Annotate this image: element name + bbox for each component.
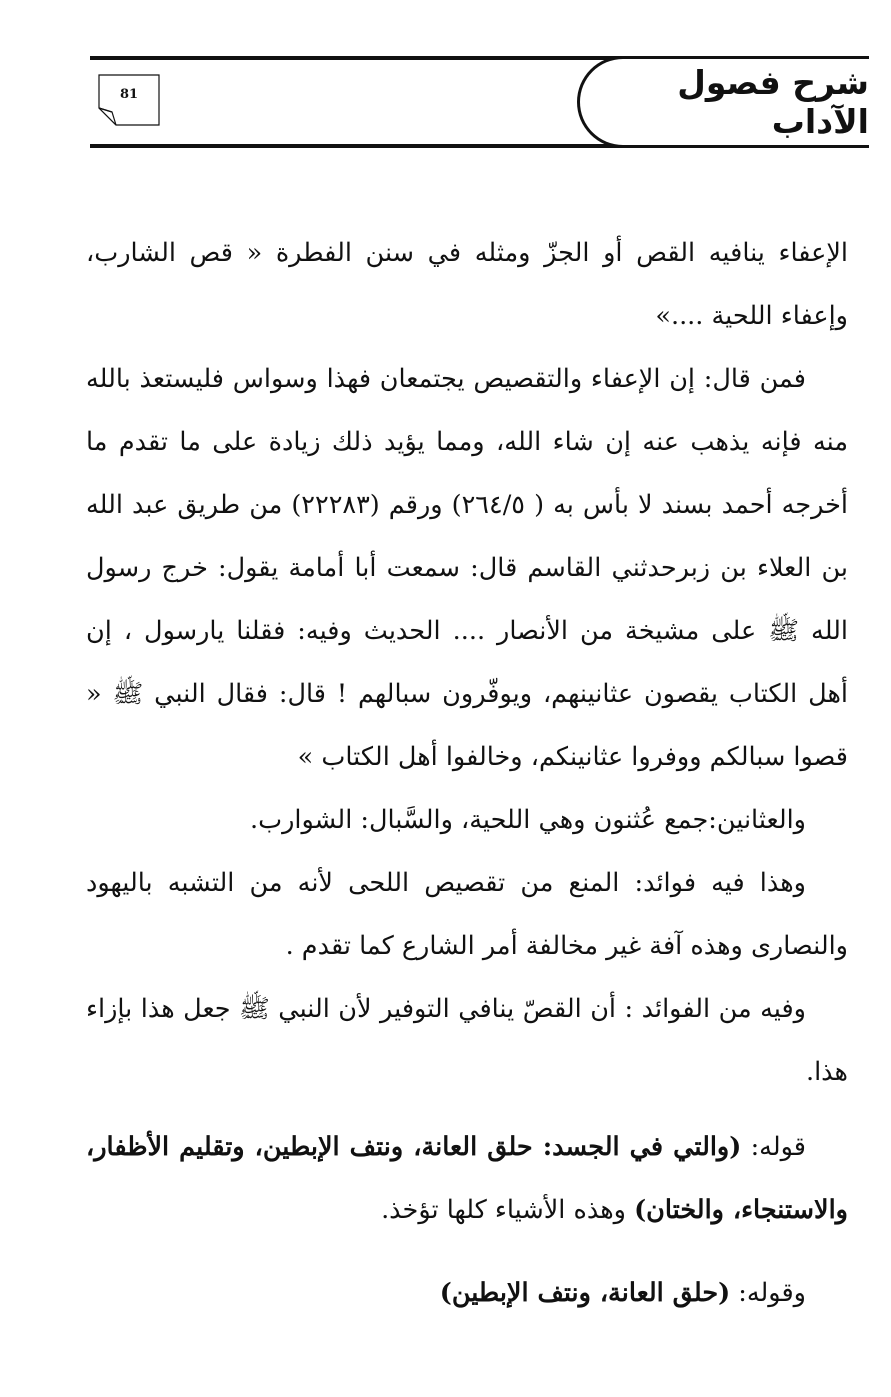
paragraph-2: فمن قال: إن الإعفاء والتقصيص يجتمعان فهذا وسواس فليستعذ بالله منه فإنه يذهب عنه إن شاء الله، ومما يؤيد ذلك زيادة على ما تقدم ما أخرجه أحمد بسند لا بأس به ( ٢٦٤/٥) ورقم (٢٢٢٨٣) من طريق عبد الله بن العلاء بن زبرحدثني القاسم قال: سمعت أبا أمامة يقول: خرج رسول الله ﷺ على مشيخة من الأنصار .... الحديث وفيه: فقلنا يارسول ، إن أهل الكتاب يقصون عثانينهم، ويوفّرون سبالهم ! قال: فقال النبي ﷺ « قصوا سبالكم ووفروا عثانينكم، وخالفوا أهل الكتاب » xyxy=(86,364,848,772)
paragraph-7 xyxy=(86,1262,848,1325)
running-title: شرح فصول الآداب xyxy=(677,63,869,141)
page-number-badge xyxy=(98,74,160,126)
quote-comment: وهذه الأشياء كلها تؤخذ. xyxy=(381,1195,635,1225)
running-title-box xyxy=(577,56,869,148)
paragraph-6 xyxy=(86,1116,848,1242)
quoted-matn-2: (حلق العانة، ونتف الإبطين) xyxy=(439,1278,731,1308)
page-number: 81 xyxy=(119,87,139,102)
paragraph-3: والعثانين:جمع عُثنون وهي اللحية، والسَّبال: الشوارب. xyxy=(250,805,806,835)
paragraph-5: وفيه من الفوائد : أن القصّ ينافي التوفير لأن النبي ﷺ جعل هذا بإزاء هذا. xyxy=(86,994,848,1087)
page-body xyxy=(86,222,848,1325)
quoted-matn: (والتي في الجسد: حلق العانة، ونتف الإبطين، وتقليم الأظفار، والاستنجاء، والختان) xyxy=(86,1132,848,1225)
paragraph-4: وهذا فيه فوائد: المنع من تقصيص اللحى لأنه من التشبه باليهود والنصارى وهذه آفة غير مخالفة أمر الشارع كما تقدم . xyxy=(86,868,848,961)
quote-intro-2: وقوله: xyxy=(730,1278,806,1308)
paragraph-1: الإعفاء ينافيه القص أو الجزّ ومثله في سنن الفطرة « قص الشارب، وإعفاء اللحية ....» xyxy=(86,238,848,331)
quote-intro: قوله: xyxy=(741,1132,806,1162)
